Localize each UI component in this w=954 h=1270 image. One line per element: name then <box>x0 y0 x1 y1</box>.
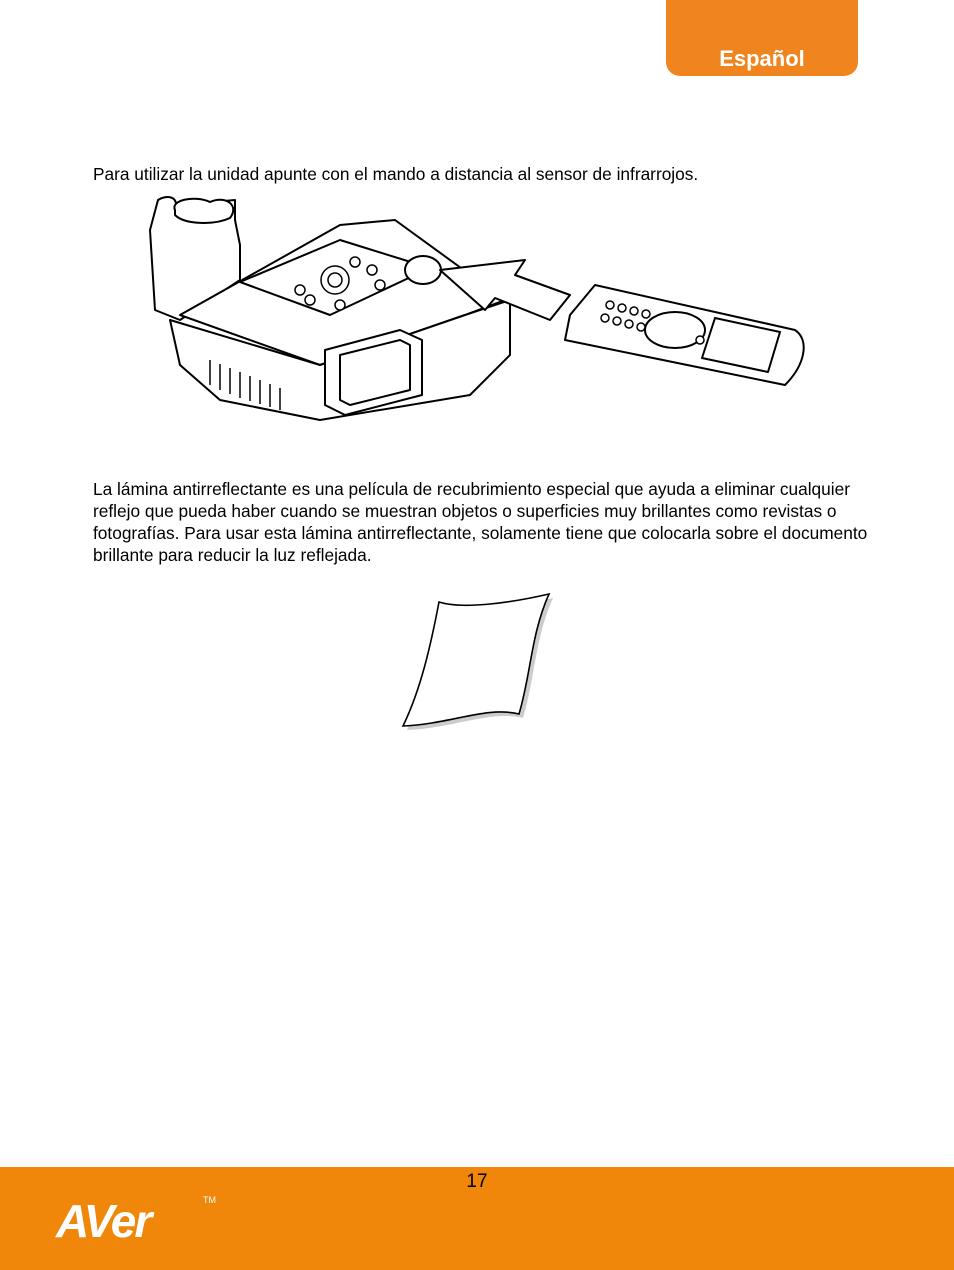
antiglare-film-illustration <box>395 588 560 736</box>
aver-logo: AVer <box>56 1195 151 1247</box>
trademark-mark: TM <box>203 1195 216 1205</box>
camera-remote-illustration <box>140 190 820 430</box>
antiglare-description-text: La lámina antirreflectante es una película de recubrimiento especial que ayuda a eliminar cualquier reflejo que pueda haber cuando se muestran objetos o superficies muy brillantes como revistas o fotografías. Para usar esta lámina antirreflectante, solamente tiene que colocarla sobre el documento brillante para reducir la luz reflejada. <box>93 479 868 565</box>
page-number: 17 <box>466 1171 488 1192</box>
language-tab-label: Español <box>719 46 805 71</box>
remote-instruction-text: Para utilizar la unidad apunte con el mando a distancia al sensor de infrarrojos. <box>93 164 699 184</box>
language-tab <box>666 0 858 76</box>
